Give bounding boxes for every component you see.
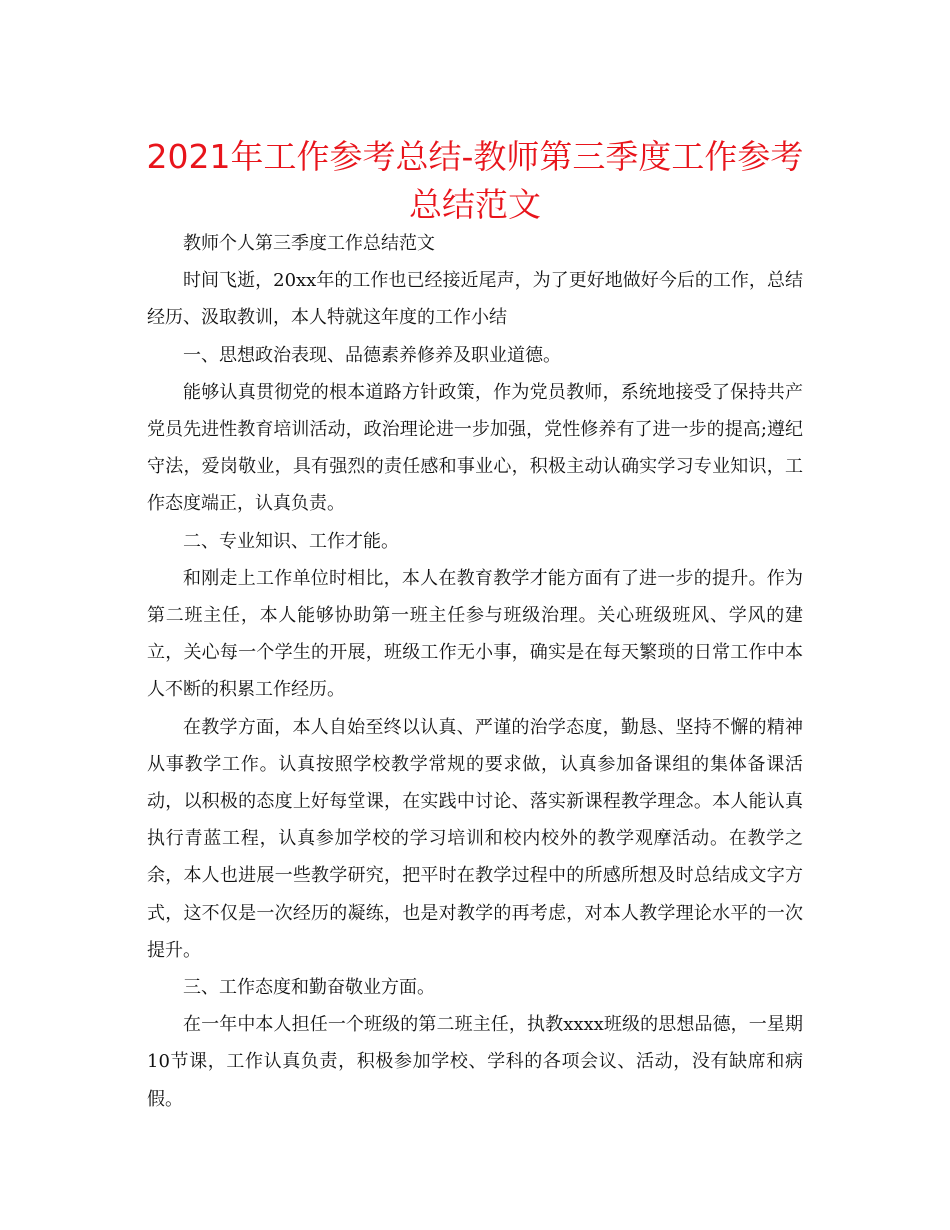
document-title: 2021年工作参考总结-教师第三季度工作参考总结范文	[146, 137, 804, 224]
section-1-paragraph: 能够认真贯彻党的根本道路方针政策，作为党员教师，系统地接受了保持共产党员先进性教育培训活动，政治理论进一步加强，党性修养有了进一步的提高;遵纪守法，爱岗敬业，具有强烈的责任感和事业心，积极主动认确实学习专业知识，工作态度端正，认真负责。	[147, 381, 803, 515]
section-3-paragraph: 在一年中本人担任一个班级的第二班主任，执教xxxx班级的思想品德，一星期10节课，工作认真负责，积极参加学校、学科的各项会议、活动，没有缺席和病假。	[147, 1014, 803, 1110]
section-heading-3: 三、工作态度和勤奋敬业方面。	[183, 977, 435, 999]
section-heading-2: 二、专业知识、工作才能。	[183, 530, 399, 552]
subtitle-paragraph: 教师个人第三季度工作总结范文	[183, 233, 435, 254]
intro-paragraph: 时间飞逝，20xx年的工作也已经接近尾声，为了更好地做好今后的工作，总结经历、汲取教训，本人特就这年度的工作小结	[147, 270, 803, 329]
document-body	[147, 225, 803, 1118]
section-2-paragraph-2: 在教学方面，本人自始至终以认真、严谨的治学态度，勤恳、坚持不懈的精神从事教学工作。认真按照学校教学常规的要求做，认真参加备课组的集体备课活动，以积极的态度上好每堂课，在实践中讨论、落实新课程教学理念。本人能认真执行青蓝工程，认真参加学校的学习培训和校内校外的教学观摩活动。在教学之余，本人也进展一些教学研究，把平时在教学过程中的所感所想及时总结成文字方式，这不仅是一次经历的凝练，也是对教学的再考虑，对本人教学理论水平的一次提升。	[147, 716, 803, 961]
section-heading-1: 一、思想政治表现、品德素养修养及职业道德。	[183, 344, 561, 366]
section-2-paragraph-1: 和刚走上工作单位时相比，本人在教育教学才能方面有了进一步的提升。作为第二班主任，本人能够协助第一班主任参与班级治理。关心班级班风、学风的建立，关心每一个学生的开展，班级工作无小事，确实是在每天繁琐的日常工作中本人不断的积累工作经历。	[147, 567, 803, 701]
